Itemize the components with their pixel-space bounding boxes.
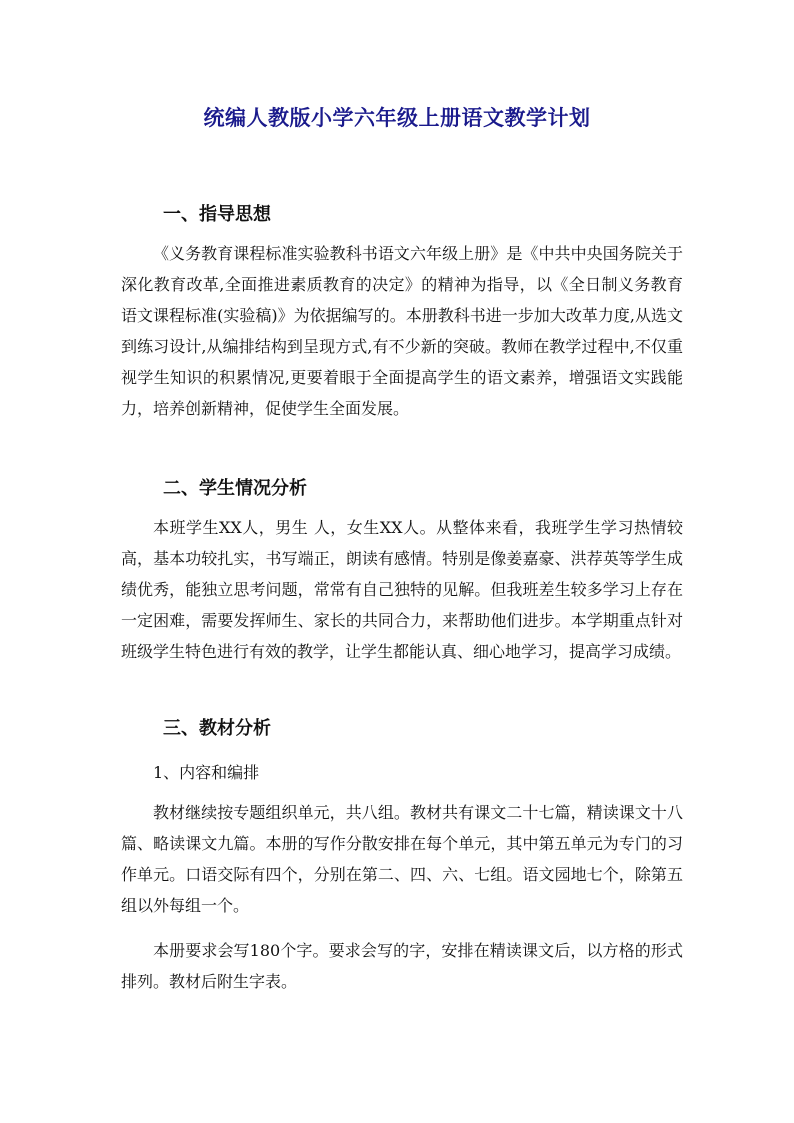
paragraph-guiding-ideology: 《义务教育课程标准实验教科书语文六年级上册》是《中共中央国务院关于深化教育改革,全面推进素质教育的决定》的精神为指导，以《全日制义务教育语文课程标准(实验稿)》为依据编写的。本册教科书进一步加大改革力度,从选文到练习设计,从编排结构到呈现方式,有不少新的突破。教师在教学过程中,不仅重视学生知识的积累情况,更要着眼于全面提高学生的语文素养，增强语文实践能力，培养创新精神，促使学生全面发展。	[121, 244, 683, 418]
document-title: 统编人教版小学六年级上册语文教学计划	[203, 106, 591, 130]
section-heading-student-analysis: 二、学生情况分析	[163, 478, 307, 499]
paragraph-character-requirements: 本册要求会写180个字。要求会写的字，安排在精读课文后，以方格的形式排列。教材后附生字表。	[121, 941, 683, 991]
paragraph-content-arrangement: 教材继续按专题组织单元，共八组。教材共有课文二十七篇，精读课文十八篇、略读课文九篇。本册的写作分散安排在每个单元，其中第五单元为专门的习作单元。口语交际有四个，分别在第二、四、六、七组。语文园地七个，除第五组以外每组一个。	[121, 803, 683, 915]
paragraph-student-analysis: 本班学生XX人，男生 人，女生XX人。从整体来看，我班学生学习热情较高，基本功较扎实，书写端正，朗读有感情。特别是像姜嘉豪、洪荐英等学生成绩优秀，能独立思考问题，常常有自己独特的见解。但我班差生较多学习上存在一定困难，需要发挥师生、家长的共同合力，来帮助他们进步。本学期重点针对班级学生特色进行有效的教学，让学生都能认真、细心地学习，提高学习成绩。	[121, 518, 683, 661]
section-heading-guiding-ideology: 一、指导思想	[163, 204, 271, 225]
subheading-content-arrangement: 1、内容和编排	[153, 763, 260, 782]
section-heading-textbook-analysis: 三、教材分析	[163, 718, 271, 739]
